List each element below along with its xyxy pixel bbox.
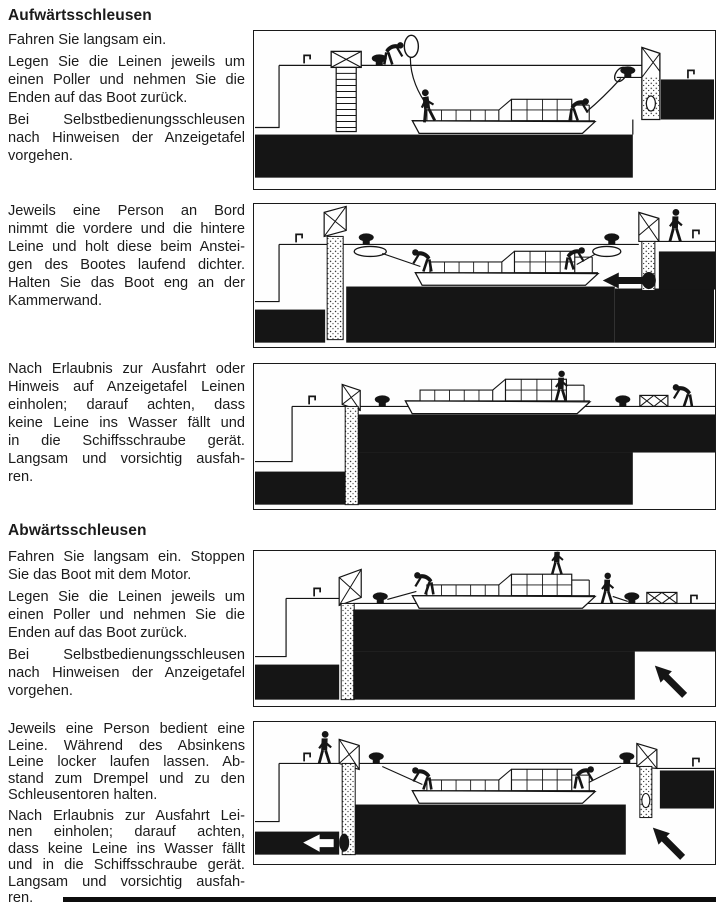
text-line: vorgehen. xyxy=(8,683,73,699)
paragraph xyxy=(8,31,245,49)
text-line: in die Schiffsschraube gerät. xyxy=(8,433,245,449)
text-line: Leine und holt diese beim Anstei- xyxy=(8,239,245,255)
text-line: Leine. Während des Absinkens xyxy=(8,737,245,754)
text-line: Legen Sie die Leinen jeweils um xyxy=(8,589,245,605)
text-line: vorgehen. xyxy=(8,148,73,164)
text-line: Halten Sie das Boot eng an der xyxy=(8,275,245,291)
lock-diagram-5-illustration xyxy=(254,722,715,864)
paragraph xyxy=(8,360,245,486)
text-line: Sie das Boot mit dem Motor. xyxy=(8,567,192,583)
text-line: ren. xyxy=(8,890,34,902)
text-line: Schleusentoren halten. xyxy=(8,787,158,803)
text-line: Langsam und vorsichtig ausfah- xyxy=(8,451,245,467)
figure-lock-stage-3 xyxy=(253,363,716,510)
text-line: gen des Bootes laufend dichter. xyxy=(8,257,245,273)
text-line: Hinweis auf Anzeigetafel Leinen xyxy=(8,379,245,395)
text-line: Langsam und vorsichtig ausfah- xyxy=(8,873,245,890)
paragraph xyxy=(8,53,245,107)
paragraph xyxy=(8,202,245,310)
text-line: Enden auf das Boot zurück. xyxy=(8,625,188,641)
text-abwaerts-einfahrt xyxy=(8,548,245,704)
paragraph xyxy=(8,588,245,642)
heading-aufwaertsschleusen: Aufwärtsschleusen xyxy=(8,7,152,24)
lock-diagram-2-illustration xyxy=(254,204,715,347)
text-line: und in die Schiffsschraube gerät. xyxy=(8,857,245,873)
paragraph xyxy=(8,808,245,902)
text-line: keine Leine ins Wasser fällt und xyxy=(8,415,245,431)
text-line: nimmt die vordere und die hintere xyxy=(8,221,245,237)
text-line: Enden auf das Boot zurück. xyxy=(8,90,188,106)
figure-lock-stage-1 xyxy=(253,30,716,190)
text-line: nen einholen; darauf achten, xyxy=(8,824,245,840)
paragraph xyxy=(8,548,245,584)
paragraph xyxy=(8,646,245,700)
text-line: Kammerwand. xyxy=(8,293,103,309)
lock-diagram-4-illustration xyxy=(254,551,715,706)
text-line: Nach Erlaubnis zur Ausfahrt oder xyxy=(8,361,245,377)
paragraph xyxy=(8,111,245,165)
paragraph xyxy=(8,721,245,804)
text-line: nach Hinweisen der Anzeigetafel xyxy=(8,665,245,681)
text-line: Bei Selbstbedienungsschleusen xyxy=(8,112,245,128)
figure-lock-stage-4 xyxy=(253,550,716,707)
heading-abwaertsschleusen: Abwärtsschleusen xyxy=(8,522,147,539)
text-line: einen Poller und nehmen Sie die xyxy=(8,607,245,623)
figure-lock-stage-2 xyxy=(253,203,716,348)
text-line: Bei Selbstbedienungsschleusen xyxy=(8,647,245,663)
text-line: Jeweils eine Person an Bord xyxy=(8,203,245,219)
text-line: Leine locker laufen lassen. Ab- xyxy=(8,754,245,770)
figure-lock-stage-5 xyxy=(253,721,716,865)
text-line: stand zum Drempel und zu den xyxy=(8,770,245,787)
text-line: einholen; darauf achten, dass xyxy=(8,397,245,413)
text-aufwaerts-leinen xyxy=(8,202,245,314)
lock-diagram-1-illustration xyxy=(254,31,715,189)
page-bottom-cut-bar xyxy=(63,897,716,902)
text-line: nach Hinweisen der Anzeigetafel xyxy=(8,130,245,146)
text-line: Nach Erlaubnis zur Ausfahrt Lei- xyxy=(8,807,245,824)
text-line: Fahren Sie langsam ein. xyxy=(8,32,167,48)
text-line: Fahren Sie langsam ein. Stoppen xyxy=(8,549,245,565)
text-line: dass keine Leine ins Wasser fällt xyxy=(8,840,245,857)
lock-diagram-3-illustration xyxy=(254,364,715,509)
text-line: Jeweils eine Person bedient eine xyxy=(8,721,245,737)
text-abwaerts-absinken xyxy=(8,721,245,902)
text-aufwaerts-ausfahrt xyxy=(8,360,245,490)
text-line: ren. xyxy=(8,469,34,485)
text-line: Legen Sie die Leinen jeweils um xyxy=(8,54,245,70)
text-aufwaerts-einfahrt xyxy=(8,31,245,169)
text-line: einen Poller und nehmen Sie die xyxy=(8,72,245,88)
